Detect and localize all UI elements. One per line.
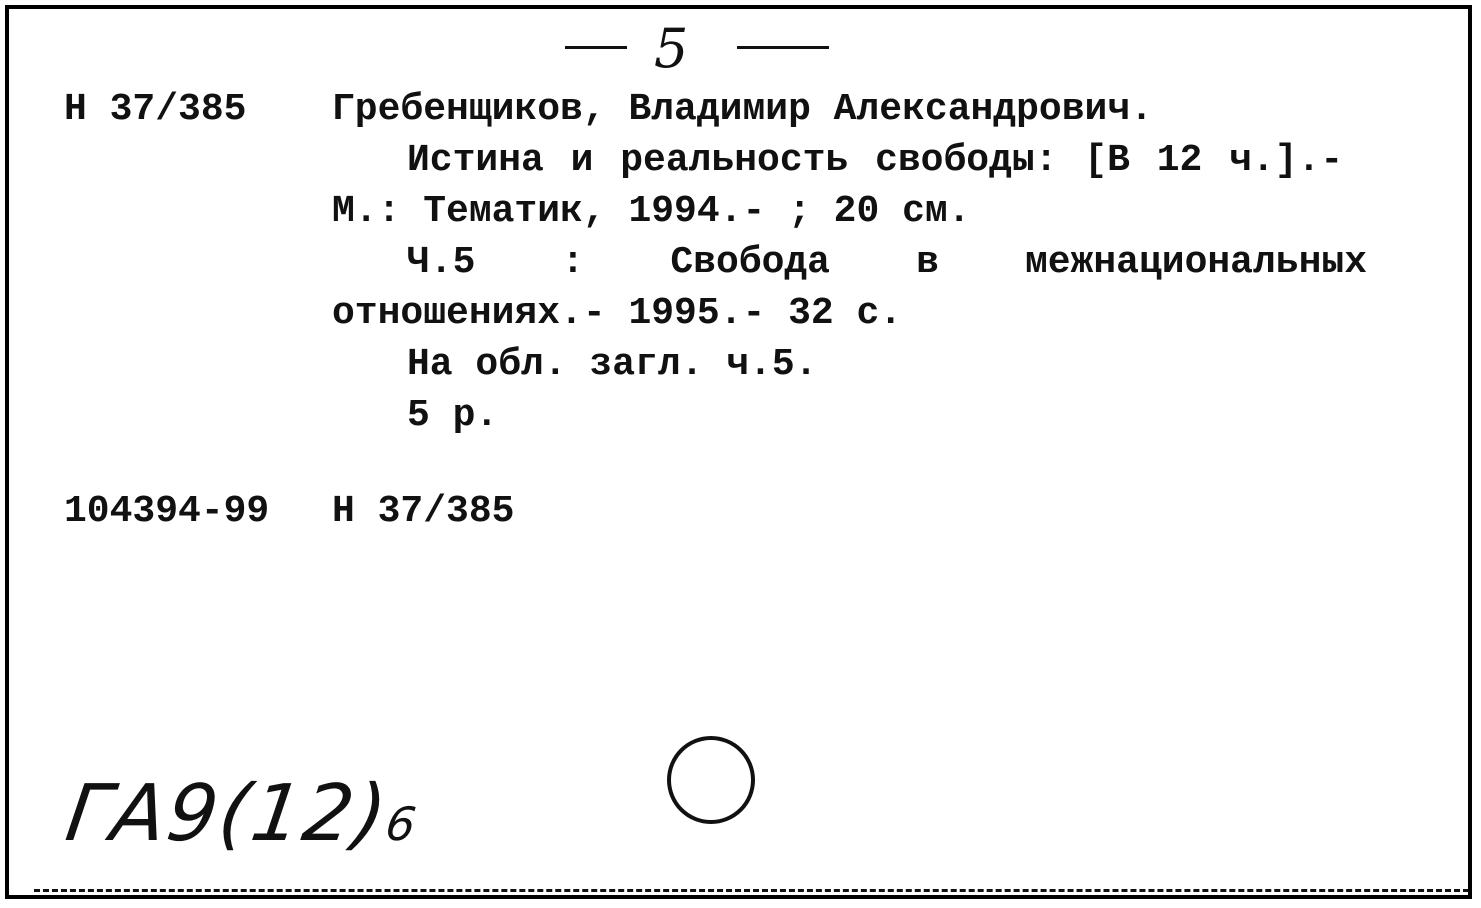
author-heading: Гребенщиков, Владимир Александрович. — [332, 88, 1153, 131]
part-word: межнациональных — [1024, 241, 1367, 284]
inventory-number: 104394-99 — [64, 490, 270, 533]
bottom-rule — [34, 889, 1469, 892]
footer-shelf-mark: Н 37/385 — [332, 490, 515, 533]
price: 5 р. — [407, 394, 499, 437]
page-number-dash-left — [565, 46, 627, 49]
handwritten-classification — [61, 769, 425, 859]
title-line-1: Истина и реальность свободы: [В 12 ч.].- — [407, 139, 1344, 182]
page-number-dash-right — [737, 46, 829, 49]
part-word: в — [916, 241, 939, 284]
punch-hole-circle — [667, 736, 755, 824]
title-line-2: М.: Тематик, 1994.- ; 20 см. — [332, 190, 971, 233]
part-line-1 — [407, 241, 1367, 284]
handwritten-main: ГА9(12) — [60, 769, 394, 859]
shelf-mark: Н 37/385 — [64, 88, 247, 131]
catalog-card — [5, 5, 1472, 899]
handwritten-sub: 6 — [382, 797, 422, 851]
page-number: 5 — [654, 17, 689, 80]
part-word: Свобода — [670, 241, 830, 284]
part-word: : — [561, 241, 585, 284]
part-word: Ч.5 — [407, 241, 476, 284]
note-line: На обл. загл. ч.5. — [407, 343, 818, 386]
part-line-2: отношениях.- 1995.- 32 с. — [332, 292, 903, 335]
